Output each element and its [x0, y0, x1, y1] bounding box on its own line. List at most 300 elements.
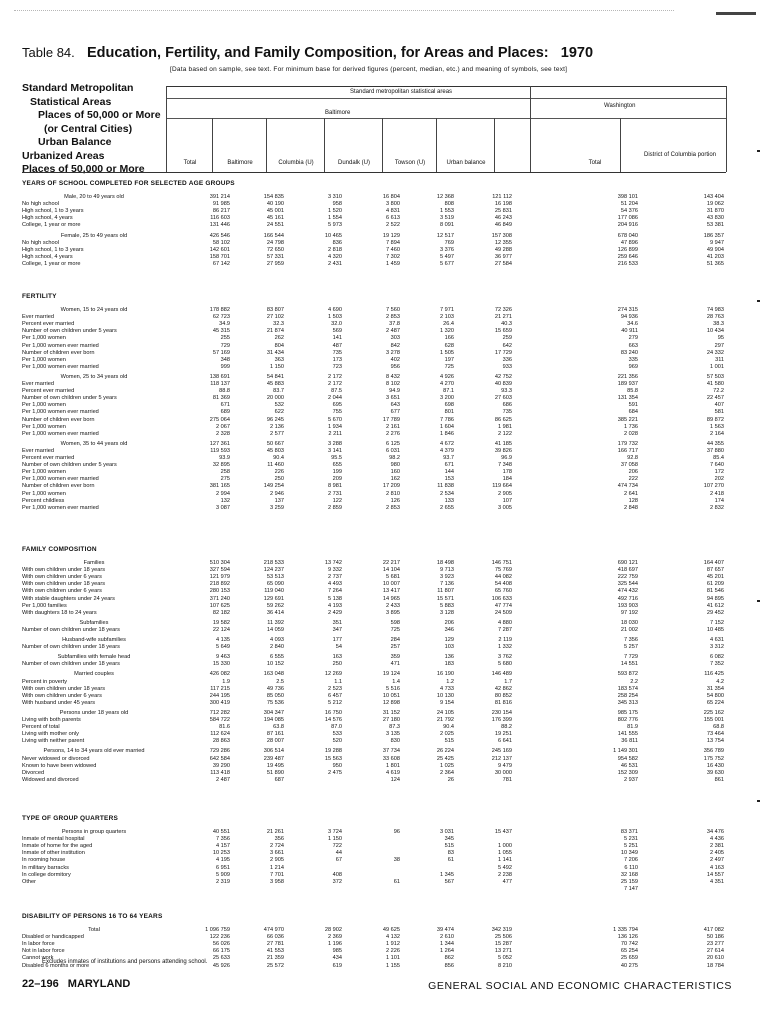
cell-value: 26	[447, 776, 454, 783]
stub-line: Standard Metropolitan	[22, 82, 134, 94]
cell-value: 10 485	[706, 626, 724, 633]
col-divider	[494, 118, 495, 172]
cell-value: 2 848	[624, 504, 638, 511]
cell-value: 7 356	[624, 637, 638, 643]
cell-value: 250	[274, 476, 284, 483]
cell-value: 16 804	[382, 194, 400, 200]
cell-value: 5 492	[498, 864, 512, 871]
row-label: With husband under 45 years	[22, 699, 96, 706]
page-footer-left	[22, 978, 130, 990]
cell-value: 2 937	[624, 776, 638, 783]
cell-value: 32 168	[620, 871, 638, 878]
cell-value: 3 895	[386, 609, 400, 616]
cell-value: 2 853	[386, 314, 400, 321]
cell-value: 160	[390, 469, 400, 476]
cell-value: 5 909	[216, 871, 230, 878]
table-row	[22, 671, 726, 678]
cell-value: 14 576	[324, 717, 342, 723]
cell-value: 36 977	[494, 253, 512, 260]
cell-value: 40 911	[621, 328, 638, 335]
cell-value: 258	[220, 469, 230, 476]
cell-value: 8 091	[440, 222, 454, 229]
table-row	[22, 483, 726, 490]
cell-value: 24 332	[706, 349, 724, 356]
cell-value: 1 981	[498, 423, 512, 430]
cell-value: 2 319	[216, 878, 230, 885]
row-label: College, 1 year or more	[22, 222, 81, 229]
row-label: Living with neither parent	[22, 738, 85, 745]
cell-value: 32.3	[273, 321, 284, 328]
cell-value: 216 533	[617, 260, 638, 267]
cell-value: 31 870	[706, 208, 724, 215]
cell-value: 54 376	[620, 208, 638, 215]
cell-value: 2 905	[270, 857, 284, 864]
row-label: Per 1,000 women ever married	[22, 430, 99, 437]
row-label: Inmate of other institution	[22, 850, 85, 857]
cell-value: 21 002	[620, 626, 638, 633]
table-row	[22, 395, 726, 402]
table-row	[22, 738, 726, 745]
cell-value: 14 965	[382, 595, 400, 602]
cell-value: 43 830	[706, 215, 724, 222]
cell-value: 398 101	[617, 194, 638, 200]
cell-value: 1 000	[498, 843, 512, 850]
cell-value: 199	[332, 469, 342, 476]
cell-value: 1 055	[498, 850, 512, 857]
cell-value: 4 132	[386, 934, 400, 941]
cell-value: 222 759	[617, 574, 638, 581]
table-row	[22, 381, 726, 388]
cell-value: 678 040	[617, 232, 638, 239]
cell-value: 85 050	[266, 692, 284, 699]
cell-value: 88.8	[219, 388, 230, 395]
cell-value: 2 534	[440, 490, 454, 497]
table-row	[22, 857, 726, 864]
cell-value: 1 846	[440, 430, 454, 437]
cell-value: 3 288	[328, 440, 342, 447]
cell-value: 5 681	[386, 574, 400, 581]
table-title-text: Education, Fertility, and Family Composition, for Areas and Places:	[86, 45, 549, 61]
header-rule	[530, 118, 726, 119]
cell-value: 107 625	[209, 602, 230, 609]
cell-value: 14 059	[266, 626, 284, 633]
cell-value: 2 840	[270, 644, 284, 651]
cell-value: 83.7	[273, 388, 284, 395]
cell-value: 21 261	[266, 829, 284, 835]
cell-value: 7 729	[624, 654, 638, 661]
row-label: In rooming house	[22, 857, 66, 864]
cell-value: 26 224	[436, 748, 454, 755]
cell-value: 65 760	[494, 588, 512, 595]
cell-value: 24 509	[494, 609, 512, 616]
cell-value: 359	[390, 654, 400, 661]
cell-value: 72.2	[713, 388, 724, 395]
table-row	[22, 201, 726, 208]
cell-value: 85.4	[713, 455, 724, 461]
cell-value: 32.0	[331, 321, 342, 328]
cell-value: 25 659	[620, 955, 638, 962]
cell-value: 152 309	[617, 769, 638, 776]
table-row	[22, 700, 726, 707]
cell-value: 5 973	[328, 222, 342, 229]
cell-value: 50 186	[706, 934, 724, 941]
cell-value: 178	[502, 469, 512, 476]
table-row	[22, 850, 726, 857]
col-divider	[166, 86, 167, 172]
cell-value: 184	[502, 476, 512, 483]
col-divider	[620, 118, 621, 172]
table-row	[22, 610, 726, 617]
cell-value: 163	[332, 654, 342, 661]
row-label: No high school	[22, 239, 60, 246]
cell-value: 418 697	[617, 567, 638, 574]
cell-value: 49 288	[494, 246, 512, 253]
cell-value: 4 093	[270, 637, 284, 643]
cell-value: 642	[502, 342, 512, 349]
cell-value: 31 434	[266, 349, 284, 356]
table-row	[22, 374, 726, 381]
row-label: Per 1,000 families	[22, 602, 67, 609]
cell-value: 4 193	[328, 602, 342, 609]
table-row	[22, 627, 726, 634]
cell-value: 2 523	[328, 685, 342, 692]
cell-value: 7 786	[440, 416, 454, 423]
cell-value: 2 164	[710, 430, 724, 437]
row-label: Persons under 18 years old	[59, 709, 129, 716]
table-row	[22, 247, 726, 254]
cell-value: 124 237	[263, 567, 284, 574]
row-label: Male, 20 to 49 years old	[64, 194, 124, 200]
col-divider	[212, 118, 213, 172]
table-row	[22, 717, 726, 724]
cell-value: 27 614	[706, 948, 724, 955]
table-row	[22, 208, 726, 215]
cell-value: 93.7	[443, 455, 454, 461]
table-row	[22, 448, 726, 455]
section-heading: DISABILITY OF PERSONS 16 TO 64 YEARS	[22, 913, 163, 920]
row-label: Per 1,000 women	[22, 402, 66, 409]
cell-value: 65 224	[706, 699, 724, 706]
cell-value: 209	[332, 476, 342, 483]
cell-value: 44	[335, 850, 342, 857]
row-label: Percent in poverty	[22, 678, 68, 685]
cell-value: 106 633	[491, 595, 512, 602]
table-row	[22, 941, 726, 948]
cell-value: 275	[220, 476, 230, 483]
cell-value: 1 553	[440, 208, 454, 215]
cell-value: 95.5	[331, 455, 342, 461]
cell-value: 280 153	[209, 588, 230, 595]
cell-value: 2 405	[710, 850, 724, 857]
row-label: Per 1,000 women ever married	[22, 476, 99, 483]
cell-value: 2 122	[498, 430, 512, 437]
row-label: Number of own children under 5 years	[22, 395, 117, 402]
table-row	[22, 505, 726, 512]
cell-value: 68.8	[713, 724, 724, 731]
cell-value: 999	[220, 363, 230, 370]
cell-value: 2 025	[440, 731, 454, 738]
cell-value: 119 040	[264, 588, 284, 595]
table-row	[22, 469, 726, 476]
cell-value: 808	[444, 201, 454, 208]
cell-value: 19 129	[382, 232, 400, 239]
cell-value: 690 121	[617, 560, 638, 566]
cell-value: 1 344	[440, 941, 454, 948]
cell-value: 671	[220, 402, 230, 409]
cell-value: 31 354	[706, 685, 724, 692]
row-label: With own children under 18 years	[22, 567, 106, 574]
cell-value: 218 533	[263, 560, 284, 566]
cell-value: 684	[628, 409, 638, 416]
cell-value: 197	[444, 356, 454, 363]
cell-value: 75 769	[494, 567, 512, 574]
cell-value: 45 883	[266, 381, 284, 387]
cell-value: 2 610	[440, 934, 454, 941]
cell-value: 19 495	[266, 762, 284, 769]
column-header: Towson (U)	[394, 160, 426, 166]
cell-value: 177	[332, 637, 342, 643]
cell-value: 487	[332, 342, 342, 349]
cell-value: 21 359	[266, 955, 284, 962]
table-row	[22, 409, 726, 416]
row-label: Percent ever married	[22, 455, 75, 461]
cell-value: 1 459	[386, 260, 400, 267]
cell-value: 174	[714, 497, 724, 504]
cell-value: 126	[390, 497, 400, 504]
cell-value: 15 287	[494, 941, 512, 948]
cell-value: 28 007	[266, 738, 284, 745]
cell-value: 41 580	[706, 381, 724, 387]
cell-value: 45 315	[212, 328, 230, 335]
cell-value: 723	[332, 363, 342, 370]
cell-value: 15 563	[324, 755, 342, 762]
cell-value: 157 308	[491, 232, 512, 239]
cell-value: 61 209	[706, 581, 724, 588]
table-row	[22, 350, 726, 357]
row-label: Percent childless	[22, 497, 65, 504]
cell-value: 137	[274, 497, 284, 504]
cell-value: 41 185	[494, 440, 512, 447]
col-divider	[266, 118, 267, 172]
cell-value: 725	[444, 363, 454, 370]
cell-value: 593 872	[617, 671, 638, 678]
cell-value: 3 724	[328, 829, 342, 835]
cell-value: 183 574	[617, 685, 638, 692]
cell-value: 65 254	[620, 948, 638, 955]
cell-value: 155 001	[703, 717, 724, 723]
cell-value: 58 102	[212, 239, 230, 246]
cell-value: 24 105	[436, 709, 454, 716]
row-label: College, 1 year or more	[22, 260, 81, 267]
cell-value: 81 816	[494, 699, 512, 706]
cell-value: 515	[444, 738, 454, 745]
cell-value: 950	[332, 762, 342, 769]
cell-value: 954 582	[617, 755, 638, 762]
cell-value: 1 320	[440, 328, 454, 335]
table-row	[22, 417, 726, 424]
cell-value: 1 196	[328, 941, 342, 948]
cell-value: 9 154	[440, 699, 454, 706]
cell-value: 2 522	[386, 222, 400, 229]
cell-value: 212 137	[491, 755, 512, 762]
row-label: In labor force	[22, 941, 55, 948]
table-row	[22, 307, 726, 314]
cell-value: 40 551	[212, 829, 230, 835]
table-row	[22, 335, 726, 342]
cell-value: 40 190	[266, 201, 284, 208]
cell-value: 25 159	[620, 878, 638, 885]
cell-value: 4 690	[328, 307, 342, 313]
area-label-washington: Washington	[604, 103, 636, 109]
cell-value: 14 551	[620, 661, 638, 668]
section-heading: TYPE OF GROUP QUARTERS	[22, 815, 119, 822]
table-row	[22, 777, 726, 784]
table-row	[22, 756, 726, 763]
cell-value: 584 722	[209, 717, 230, 723]
column-group-label: Standard metropolitan statistical areas	[350, 89, 453, 95]
table-row	[22, 748, 726, 755]
cell-value: 3 310	[328, 194, 342, 200]
cell-value: 162	[390, 476, 400, 483]
cell-value: 862	[444, 955, 454, 962]
cell-value: 1 934	[328, 423, 342, 430]
cell-value: 6 082	[710, 654, 724, 661]
cell-value: 15 659	[494, 328, 512, 335]
cell-value: 2 369	[328, 934, 342, 941]
row-label: Per 1,000 women ever married	[22, 409, 99, 416]
row-label: With daughters 18 to 24 years	[22, 609, 97, 616]
header-top-rule	[166, 86, 726, 87]
cell-value: 5 497	[440, 253, 454, 260]
cell-value: 2 364	[440, 769, 454, 776]
cell-value: 2 172	[328, 381, 342, 387]
cell-value: 18 030	[620, 619, 638, 626]
cell-value: 7 287	[498, 626, 512, 633]
cell-value: 4 880	[498, 619, 512, 626]
cell-value: 3 312	[710, 644, 724, 651]
cell-value: 2 429	[328, 609, 342, 616]
cell-value: 3 278	[386, 349, 400, 356]
cell-value: 222	[628, 476, 638, 483]
cell-value: 4 436	[710, 836, 724, 843]
cell-value: 6 031	[386, 447, 400, 454]
cell-value: 933	[502, 363, 512, 370]
cell-value: 141	[332, 335, 342, 342]
cell-value: 16 430	[706, 762, 724, 769]
cell-value: 4 631	[710, 637, 724, 643]
cell-value: 83 807	[266, 307, 284, 313]
cell-value: 13 417	[382, 588, 400, 595]
cell-value: 980	[390, 462, 400, 469]
cell-value: 434	[332, 955, 342, 962]
cell-value: 124	[390, 776, 400, 783]
cell-value: 45 926	[212, 962, 230, 969]
cell-value: 81 546	[706, 588, 724, 595]
cell-value: 2 028	[624, 430, 638, 437]
cell-value: 90.4	[273, 455, 284, 461]
cell-value: 22 124	[212, 626, 230, 633]
cell-value: 5 883	[440, 602, 454, 609]
cell-value: 166 544	[263, 232, 284, 239]
cell-value: 54 408	[494, 581, 512, 588]
cell-value: 3 259	[270, 504, 284, 511]
cell-value: 96 245	[266, 416, 284, 423]
row-label: Per 1,000 women	[22, 356, 66, 363]
cell-value: 1.1	[334, 678, 342, 685]
cell-value: 255	[220, 335, 230, 342]
cell-value: 70 742	[620, 941, 638, 948]
header-sub-rule	[166, 98, 726, 99]
cell-value: 802 776	[617, 717, 638, 723]
cell-value: 25 831	[494, 208, 512, 215]
cell-value: 9 713	[440, 567, 454, 574]
cell-value: 356	[274, 836, 284, 843]
row-label: Per 1,000 women	[22, 423, 66, 430]
cell-value: 2 905	[498, 490, 512, 497]
cell-value: 5 677	[440, 260, 454, 267]
row-label: Persons, 14 to 34 years old ever married	[43, 748, 145, 755]
cell-value: 259	[502, 335, 512, 342]
cell-value: 206	[628, 469, 638, 476]
cell-value: 2 418	[710, 490, 724, 497]
table-row	[22, 693, 726, 700]
table-row	[22, 637, 726, 644]
cell-value: 173	[332, 356, 342, 363]
cell-value: 1 150	[270, 363, 284, 370]
cell-value: 492 716	[617, 595, 638, 602]
cell-value: 13 742	[324, 560, 342, 566]
cell-value: 303	[390, 335, 400, 342]
cell-value: 119 593	[210, 447, 230, 454]
table-row	[22, 879, 726, 886]
cell-value: 45 201	[706, 574, 724, 581]
cell-value: 239 487	[263, 755, 284, 762]
cell-value: 304 347	[263, 709, 284, 716]
cell-value: 230 154	[491, 709, 512, 716]
cell-value: 26.4	[443, 321, 454, 328]
cell-value: 9 332	[328, 567, 342, 574]
table-row	[22, 328, 726, 335]
cell-value: 86 625	[494, 416, 512, 423]
cell-value: 17 209	[382, 483, 400, 490]
cell-value: 54 841	[266, 373, 284, 380]
cell-value: 25 425	[436, 755, 454, 762]
area-label-baltimore: Baltimore	[325, 110, 351, 116]
cell-value: 149 254	[263, 483, 284, 490]
column-header: Dundalk (U)	[337, 160, 370, 166]
cell-value: 29 452	[706, 609, 724, 616]
column-header: Baltimore	[227, 160, 253, 166]
cell-value: 118 137	[210, 381, 230, 387]
cell-value: 12 269	[324, 671, 342, 678]
table-row	[22, 364, 726, 371]
cell-value: 98.2	[389, 455, 400, 461]
cell-value: 8 210	[498, 962, 512, 969]
cell-value: 41 612	[706, 602, 724, 609]
table-row	[22, 462, 726, 469]
cell-value: 10 051	[382, 692, 400, 699]
cell-value: 164 407	[703, 560, 724, 566]
cell-value: 39 290	[212, 762, 230, 769]
cell-value: 9 479	[498, 762, 512, 769]
table-row	[22, 588, 726, 595]
cell-value: 1 150	[328, 836, 342, 843]
cell-value: 4 163	[710, 864, 724, 871]
cell-value: 2 853	[386, 504, 400, 511]
table-row	[22, 491, 726, 498]
cell-value: 3 958	[270, 878, 284, 885]
cell-value: 474 734	[617, 483, 638, 490]
